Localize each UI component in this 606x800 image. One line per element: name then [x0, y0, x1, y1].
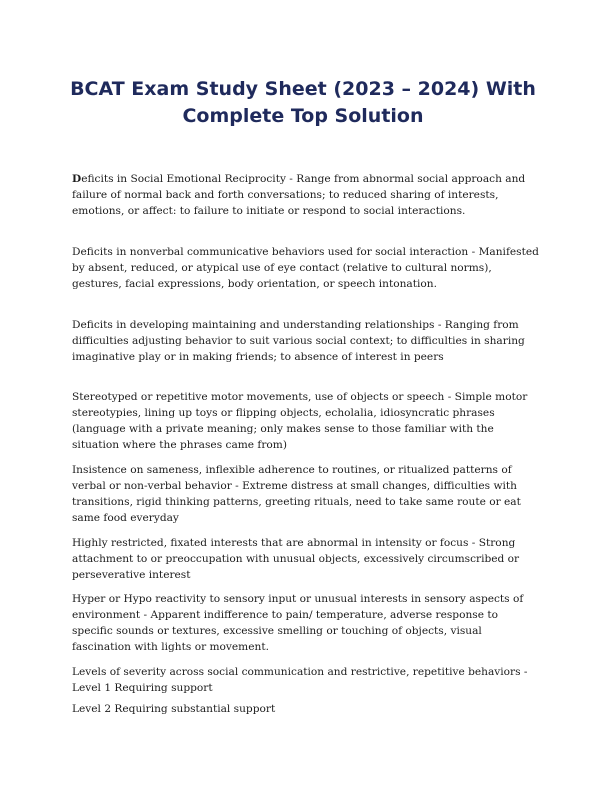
entry-nonverbal-behaviors: Deficits in nonverbal communicative behaviors used for social interaction - Manifested by absent, reduced, or atypical use of eye contact (relative to cultural norms), gestures, facial expressions, body orientation, or speech intonation.: [72, 246, 539, 290]
title-line-1: BCAT Exam Study Sheet (2023 – 2024) With: [70, 78, 536, 100]
entry-stereotyped-movements: Stereotyped or repetitive motor movements, use of objects or speech - Simple motor stereotypies, lining up toys or flipping objects, echolalia, idiosyncratic phrases (language with a private meaning; only makes sense to those familiar with the situation where the phrases came from): [72, 391, 528, 451]
entry-level-2: Level 2 Requiring substantial support: [72, 703, 276, 715]
document-title: [40, 76, 566, 130]
title-line-2: Complete Top Solution: [182, 105, 424, 127]
entry-relationships: Deficits in developing maintaining and understanding relationships - Ranging from difficulties adjusting behavior to suit various social context; to difficulties in sharing imaginative play or in making friends; to absence of interest in peers: [72, 319, 525, 363]
entry-restricted-interests: Highly restricted, fixated interests that are abnormal in intensity or focus - Strong attachment to or preoccupation with unusual objects, excessively circumscribed or perseverative interest: [72, 537, 520, 581]
entry-levels-of-severity: Levels of severity across social communication and restrictive, repetitive behaviors - Level 1 Requiring support: [72, 666, 528, 694]
entry-text: eficits in Social Emotional Reciprocity - Range from abnormal social approach and failure of normal back and forth conversations; to reduced sharing of interests, emotions, or affect: to failure to initiate or respond to social interactions.: [72, 173, 526, 217]
entry-insistence-on-sameness: Insistence on sameness, inflexible adherence to routines, or ritualized patterns of verbal or non-verbal behavior - Extreme distress at small changes, difficulties with transitions, rigid thinking patterns, greeting rituals, need to take same route or eat same food everyday: [72, 464, 521, 524]
entry-social-emotional-reciprocity: [72, 171, 542, 219]
entry-sensory-reactivity: Hyper or Hypo reactivity to sensory input or unusual interests in sensory aspects of environment - Apparent indifference to pain/ temperature, adverse response to specific sounds or textures, excessive smelling or touching of objects, visual fascination with lights or movement.: [72, 593, 524, 653]
entry-lead-letter: D: [72, 173, 82, 185]
